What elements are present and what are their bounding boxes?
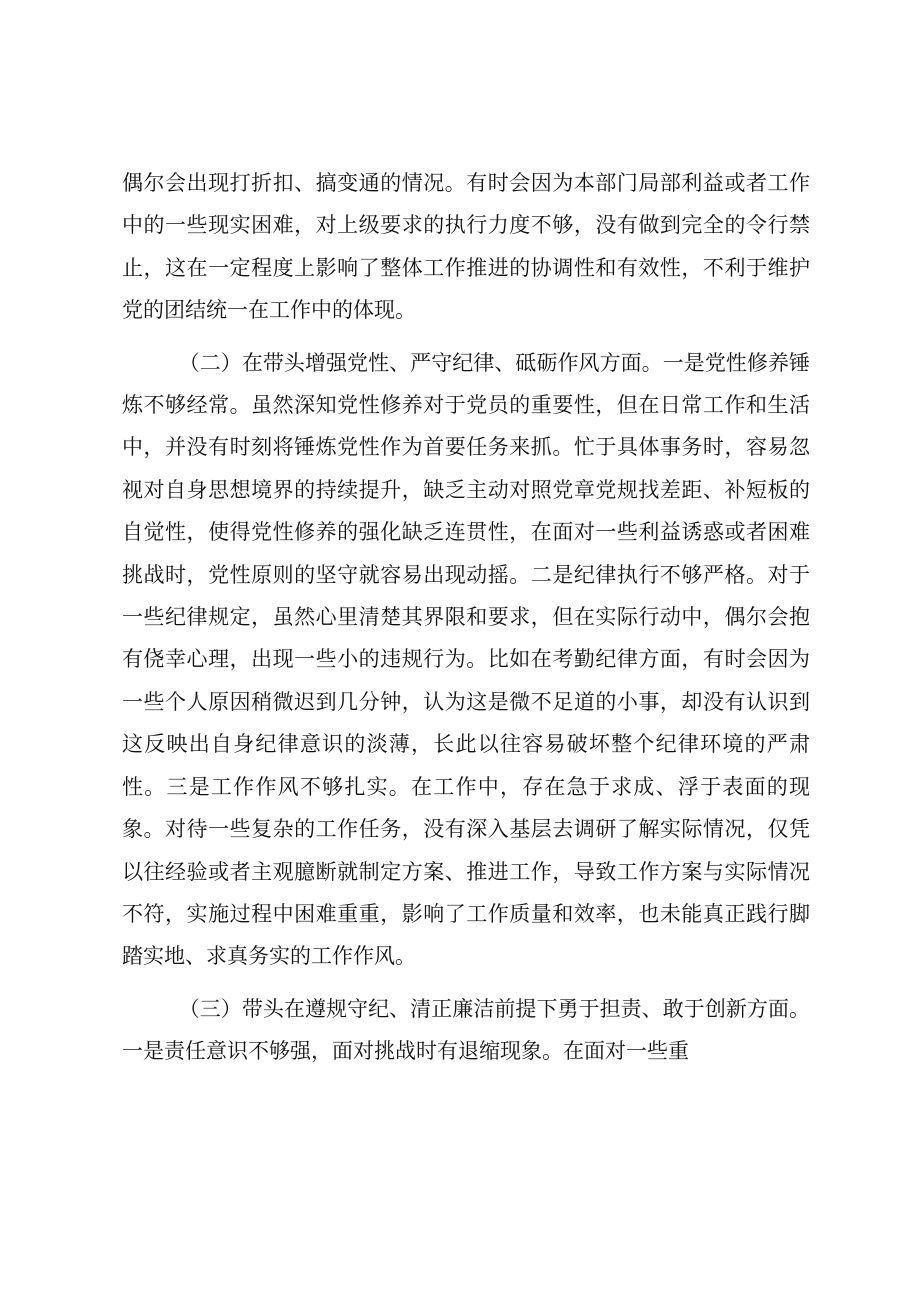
document-body: [122, 162, 810, 1073]
paragraph-section-three: （三）带头在遵规守纪、清正廉洁前提下勇于担责、敢于创新方面。一是责任意识不够强，面对挑战时有退缩现象。在面对一些重: [122, 996, 810, 1064]
paragraph-continuation: 偶尔会出现打折扣、搞变通的情况。有时会因为本部门局部利益或者工作中的一些现实困难，对上级要求的执行力度不够，没有做到完全的令行禁止，这在一定程度上影响了整体工作推进的协调性和有效性，不利于维护党的团结统一在工作中的体现。: [122, 171, 810, 323]
paragraph-section-two: （二）在带头增强党性、严守纪律、砥砺作风方面。一是党性修养锤炼不够经常。虽然深知党性修养对于党员的重要性，但在日常工作和生活中，并没有时刻将锤炼党性作为首要任务来抓。忙于具体事务时，容易忽视对自身思想境界的持续提升，缺乏主动对照党章党规找差距、补短板的自觉性，使得党性修养的强化缺乏连贯性，在面对一些利益诱惑或者困难挑战时，党性原则的坚守就容易出现动摇。二是纪律执行不够严格。对于一些纪律规定，虽然心里清楚其界限和要求，但在实际行动中，偶尔会抱有侥幸心理，出现一些小的违规行为。比如在考勤纪律方面，有时会因为一些个人原因稍微迟到几分钟，认为这是微不足道的小事，却没有认识到这反映出自身纪律意识的淡薄，长此以往容易破坏整个纪律环境的严肃性。三是工作作风不够扎实。在工作中，存在急于求成、浮于表面的现象。对待一些复杂的工作任务，没有深入基层去调研了解实际情况，仅凭以往经验或者主观臆断就制定方案、推进工作，导致工作方案与实际情况不符，实施过程中困难重重，影响了工作质量和效率，也未能真正践行脚踏实地、求真务实的工作作风。: [122, 350, 810, 969]
